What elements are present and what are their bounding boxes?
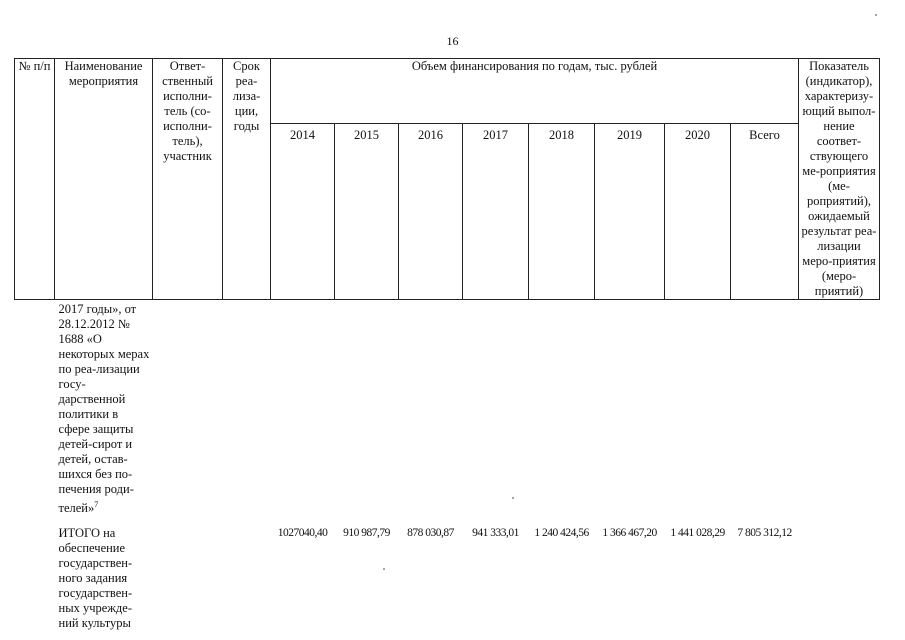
total-2020: 1 441 028,29 <box>670 527 725 540</box>
financing-table <box>14 58 880 631</box>
header-number: № п/п <box>15 59 55 300</box>
total-all: 7 805 312,12 <box>737 527 792 540</box>
scan-speck <box>512 497 514 499</box>
total-2017: 941 333,01 <box>472 527 519 540</box>
header-year-2014: 2014 <box>271 124 335 300</box>
total-2016: 878 030,87 <box>407 527 454 540</box>
total-2014: 1027040,40 <box>277 527 328 540</box>
header-financing: Объем финансирования по годам, тыс. рублей <box>271 59 799 124</box>
scan-speck <box>383 568 385 570</box>
total-2015: 910 987,79 <box>343 527 390 540</box>
header-year-2019: 2019 <box>595 124 665 300</box>
row-name-cell <box>55 300 153 517</box>
header-term: Срок реа-лиза-ции, годы <box>223 59 271 300</box>
row-name: 2017 годы», от 28.12.2012 № 1688 «О некоторых мерах по реа-лизации госу-дарственной политики в сфере защиты детей-сирот и детей, остав-шихся без по-печения роди-телей» <box>58 302 150 516</box>
header-name: Наименование мероприятия <box>55 59 153 300</box>
header-year-2020: 2020 <box>665 124 731 300</box>
page-number: 16 <box>446 34 459 48</box>
scan-speck <box>875 14 877 16</box>
total-2018: 1 240 424,56 <box>534 527 589 540</box>
header-year-2015: 2015 <box>335 124 399 300</box>
footnote-mark: 7 <box>94 500 99 509</box>
header-indicator: Показатель (индикатор), характеризу-ющий выпол-нение соответ-ствующего ме-роприятия (ме-роприятий), ожидаемый результат реа-лизации меро-приятия (меро-приятий) <box>799 59 880 300</box>
header-total: Всего <box>731 124 799 300</box>
header-year-2017: 2017 <box>463 124 529 300</box>
total-row-name: ИТОГО на обеспечение государствен-ного задания государствен-ных учрежде-ний культуры <box>58 526 133 631</box>
total-2019: 1 366 467,20 <box>602 527 657 540</box>
header-year-2018: 2018 <box>529 124 595 300</box>
header-year-2016: 2016 <box>399 124 463 300</box>
table-row <box>15 300 880 517</box>
header-responsible: Ответ-ственный исполни-тель (со-исполни-тель), участник <box>153 59 223 300</box>
table-row <box>15 516 880 631</box>
